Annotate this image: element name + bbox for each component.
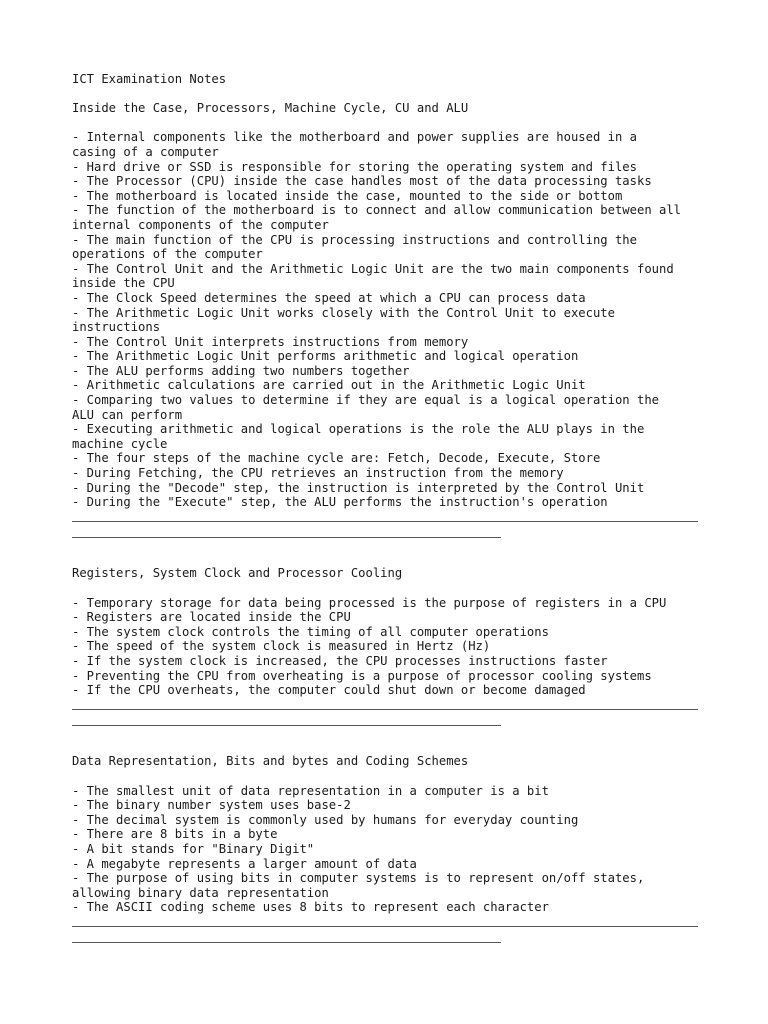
section-divider	[72, 926, 698, 927]
note-line: - During Fetching, the CPU retrieves an instruction from the memory	[72, 466, 564, 481]
note-line: - The Control Unit and the Arithmetic Logic Unit are the two main components found	[72, 261, 674, 276]
note-line: inside the CPU	[72, 276, 175, 291]
note-line: - The Control Unit interprets instructions from memory	[72, 334, 469, 349]
note-line: - If the system clock is increased, the CPU processes instructions faster	[72, 653, 608, 668]
note-line: - The four steps of the machine cycle are: Fetch, Decode, Execute, Store	[72, 451, 601, 466]
note-line: - The binary number system uses base-2	[72, 798, 351, 813]
spacer	[72, 769, 702, 784]
section-heading: Data Representation, Bits and bytes and Coding Schemes	[72, 754, 469, 769]
note-line: - The Clock Speed determines the speed at which a CPU can process data	[72, 290, 586, 305]
note-line: ALU can perform	[72, 407, 183, 422]
notes-page	[72, 72, 702, 943]
spacer	[72, 552, 702, 567]
note-line: - Registers are located inside the CPU	[72, 610, 351, 625]
section-lines	[72, 784, 702, 915]
note-line: - The Processor (CPU) inside the case handles most of the data processing tasks	[72, 174, 652, 189]
note-line: - The ASCII coding scheme uses 8 bits to represent each character	[72, 900, 549, 915]
note-line: - There are 8 bits in a byte	[72, 827, 278, 842]
note-line: - A megabyte represents a larger amount of data	[72, 856, 417, 871]
note-line: - Comparing two values to determine if they are equal is a logical operation the	[72, 393, 659, 408]
note-line: - The Arithmetic Logic Unit works closely with the Control Unit to execute	[72, 305, 615, 320]
note-line: - The purpose of using bits in computer systems is to represent on/off states,	[72, 871, 645, 886]
note-line: - Temporary storage for data being processed is the purpose of registers in a CPU	[72, 595, 667, 610]
note-line: allowing binary data representation	[72, 885, 329, 900]
note-line: casing of a computer	[72, 144, 219, 159]
spacer	[72, 740, 702, 755]
note-line: - The motherboard is located inside the case, mounted to the side or bottom	[72, 188, 623, 203]
note-line: - The system clock controls the timing of all computer operations	[72, 624, 549, 639]
spacer	[72, 726, 702, 740]
note-line: - The decimal system is commonly used by humans for everyday counting	[72, 812, 579, 827]
note-line: - Internal components like the motherboard and power supplies are housed in a	[72, 130, 637, 145]
note-line: - The ALU performs adding two numbers together	[72, 363, 410, 378]
section-registers	[72, 566, 702, 725]
note-line: - Executing arithmetic and logical operations is the role the ALU plays in the	[72, 422, 645, 437]
section-heading: Inside the Case, Processors, Machine Cycle, CU and ALU	[72, 101, 469, 116]
note-line: - If the CPU overheats, the computer could shut down or become damaged	[72, 683, 586, 698]
note-line: internal components of the computer	[72, 217, 329, 232]
section-data-representation	[72, 754, 702, 943]
note-line: - During the "Execute" step, the ALU performs the instruction's operation	[72, 495, 608, 510]
section-divider	[72, 521, 698, 522]
spacer	[72, 581, 702, 596]
note-line: - During the "Decode" step, the instruction is interpreted by the Control Unit	[72, 480, 645, 495]
section-divider	[72, 709, 698, 710]
note-line: - The speed of the system clock is measured in Hertz (Hz)	[72, 639, 491, 654]
section-divider	[72, 942, 501, 943]
note-line: - Arithmetic calculations are carried out in the Arithmetic Logic Unit	[72, 378, 586, 393]
section-lines	[72, 130, 702, 509]
spacer	[72, 538, 702, 552]
spacer	[72, 87, 702, 102]
note-line: machine cycle	[72, 436, 168, 451]
section-lines	[72, 596, 702, 698]
document-title: ICT Examination Notes	[72, 72, 227, 86]
section-cpu	[72, 101, 702, 538]
note-line: - Preventing the CPU from overheating is a purpose of processor cooling systems	[72, 668, 652, 683]
note-line: - A bit stands for "Binary Digit"	[72, 841, 315, 856]
note-line: - The function of the motherboard is to connect and allow communication between all	[72, 203, 682, 218]
section-heading: Registers, System Clock and Processor Cooling	[72, 566, 403, 581]
note-line: - The main function of the CPU is processing instructions and controlling the	[72, 232, 637, 247]
note-line: operations of the computer	[72, 247, 263, 262]
note-line: - The smallest unit of data representation in a computer is a bit	[72, 783, 549, 798]
note-line: - The Arithmetic Logic Unit performs arithmetic and logical operation	[72, 349, 579, 364]
note-line: instructions	[72, 320, 161, 335]
note-line: - Hard drive or SSD is responsible for storing the operating system and files	[72, 159, 637, 174]
spacer	[72, 116, 702, 131]
